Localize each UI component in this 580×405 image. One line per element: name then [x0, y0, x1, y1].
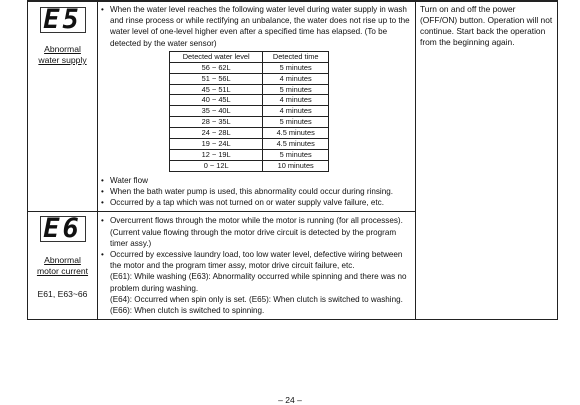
code-cell-e5	[28, 1, 98, 212]
table-row	[170, 149, 329, 160]
table-row-e5	[28, 1, 558, 212]
detected-time-cell: 5 minutes	[263, 62, 329, 73]
detected-time-cell: 4 minutes	[263, 95, 329, 106]
detected-time-cell: 4 minutes	[263, 106, 329, 117]
list-item: • When the bath water pump is used, this abnormality could occur during rinsing.	[100, 186, 411, 197]
water-level-table	[169, 51, 329, 172]
table-row	[170, 117, 329, 128]
detected-time-cell: 5 minutes	[263, 149, 329, 160]
page-number: – 24 –	[278, 395, 302, 405]
list-item-main-text: • Occurred by excessive laundry load, too low water level, defective wiring between the motor and the program timer assy, motor drive circuit failure, etc.	[110, 250, 403, 271]
column-header: Detected water level	[170, 51, 263, 62]
cause-list	[100, 175, 411, 209]
code-title-line: water supply	[38, 55, 87, 65]
list-item: • Water flow	[100, 175, 411, 186]
detected-time-cell: 4.5 minutes	[263, 139, 329, 150]
water-level-cell: 35 ~ 40L	[170, 106, 263, 117]
detected-time-cell: 10 minutes	[263, 160, 329, 171]
table-row	[170, 106, 329, 117]
description-cell-e5	[98, 1, 416, 212]
sub-error-codes: E61, E63~66	[37, 289, 88, 300]
list-item-main-text: • Overcurrent flows through the motor while the motor is running (for all processes).	[110, 216, 403, 226]
table-row	[170, 73, 329, 84]
description-cell-e6	[98, 212, 416, 320]
detected-time-cell: 5 minutes	[263, 117, 329, 128]
table-header-row	[170, 51, 329, 62]
list-item-note: (E61): While washing (E63): Abnormality occurred while spinning and there was no problem during washing.	[110, 272, 407, 293]
water-level-cell: 0 ~ 12L	[170, 160, 263, 171]
water-level-cell: 19 ~ 24L	[170, 139, 263, 150]
water-level-cell: 40 ~ 45L	[170, 95, 263, 106]
error-code-table-section	[27, 0, 557, 320]
code-cell-e6	[28, 212, 98, 320]
table-row	[170, 128, 329, 139]
list-item-note: (E66): When clutch is switched to spinning.	[110, 306, 265, 316]
remedy-cell	[416, 1, 558, 320]
table-row	[170, 62, 329, 73]
list-item-note: (E64): Occurred when spin only is set. (E65): When clutch is switched to washing.	[110, 294, 403, 304]
description-list	[100, 215, 411, 316]
water-level-cell: 28 ~ 35L	[170, 117, 263, 128]
table-row	[170, 95, 329, 106]
list-item	[100, 249, 411, 316]
seven-segment-display-e6: E6	[40, 216, 86, 242]
water-level-cell: 24 ~ 28L	[170, 128, 263, 139]
list-item	[100, 215, 411, 249]
water-level-cell: 45 ~ 51L	[170, 84, 263, 95]
table-row	[170, 139, 329, 150]
water-level-rows	[170, 62, 329, 171]
water-level-cell: 51 ~ 56L	[170, 73, 263, 84]
water-level-cell: 56 ~ 62L	[170, 62, 263, 73]
detected-time-cell: 4 minutes	[263, 73, 329, 84]
code-title-line: Abnormal	[44, 44, 81, 54]
remedy-text: Turn on and off the power (OFF/ON) button. Operation will not continue. Start back the operation from the beginning again.	[420, 4, 553, 47]
detected-time-cell: 5 minutes	[263, 84, 329, 95]
table-row	[170, 160, 329, 171]
table-row	[170, 84, 329, 95]
code-title-line: motor current	[36, 266, 89, 277]
water-level-cell: 12 ~ 19L	[170, 149, 263, 160]
description-list	[100, 4, 411, 49]
list-item: • Occurred by a tap which was not turned on or water supply valve failure, etc.	[100, 197, 411, 208]
detected-time-cell: 4.5 minutes	[263, 128, 329, 139]
column-header: Detected time	[263, 51, 329, 62]
list-item: • When the water level reaches the following water level during water supply in wash and rinse process or while rectifying an unbalance, the water does not rise up to the water level of one-level higher even after a specified time has elapsed. (To be detected by the water sensor)	[100, 4, 411, 49]
error-code-table	[27, 0, 558, 320]
seven-segment-display-e5: E5	[40, 7, 86, 33]
list-item-note: (Current value flowing through the motor drive circuit is detected by the program timer assy.)	[110, 227, 397, 248]
code-title-line: Abnormal	[44, 255, 81, 266]
